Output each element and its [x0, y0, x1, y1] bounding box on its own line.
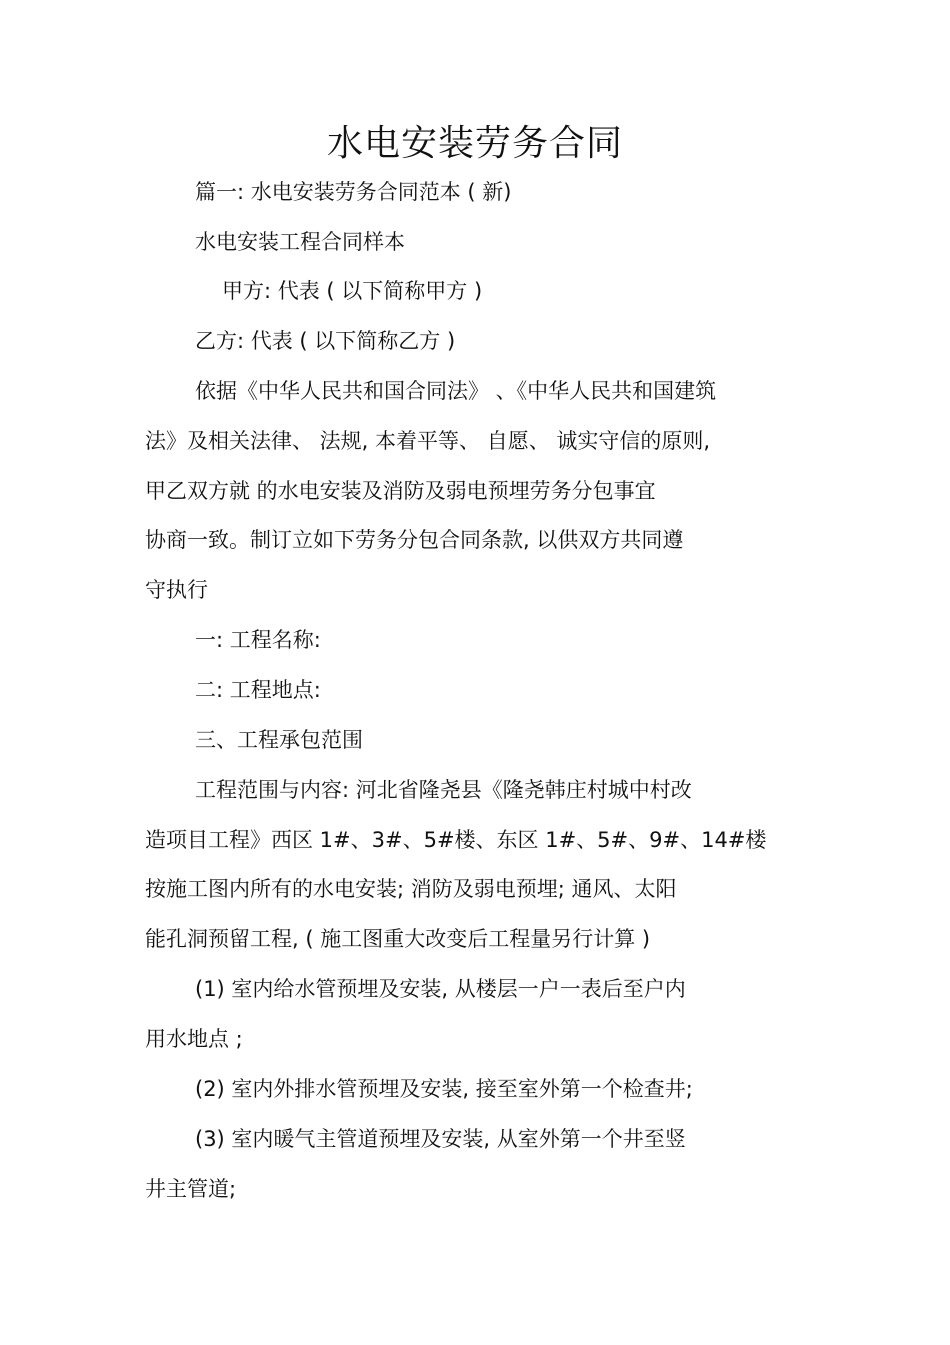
- document-title: 水电安装劳务合同: [326, 123, 623, 164]
- doc-line-paragraph: 工程范围与内容: 河北省隆尧县《隆尧韩庄村城中村改: [195, 778, 692, 802]
- doc-line-item-project-location: 二: 工程地点:: [195, 678, 321, 702]
- doc-line-subtitle: 水电安装工程合同样本: [195, 230, 405, 254]
- doc-line-list-item: (2) 室内外排水管预埋及安装, 接至室外第一个检查井;: [195, 1077, 693, 1101]
- doc-line-list-item: 用水地点 ;: [145, 1027, 243, 1051]
- doc-line-party-b: 乙方: 代表 ( 以下简称乙方 ): [195, 329, 456, 353]
- doc-line-list-item: (3) 室内暖气主管道预埋及安装, 从室外第一个井至竖: [195, 1127, 686, 1151]
- doc-line-list-item: 井主管道;: [145, 1177, 237, 1201]
- doc-line-paragraph: 守执行: [145, 578, 208, 602]
- doc-line-paragraph: 甲乙双方就 的水电安装及消防及弱电预埋劳务分包事宜: [145, 479, 656, 503]
- doc-line-paragraph: 依据《中华人民共和国合同法》 、《中华人民共和国建筑: [195, 379, 717, 403]
- doc-line-item-scope-heading: 三、工程承包范围: [195, 728, 363, 752]
- doc-line-paragraph: 法》及相关法律、 法规, 本着平等、 自愿、 诚实守信的原则,: [145, 429, 711, 453]
- doc-line-item-project-name: 一: 工程名称:: [195, 628, 321, 652]
- doc-line-party-a: 甲方: 代表 ( 以下简称甲方 ): [222, 279, 483, 303]
- doc-line-paragraph: 按施工图内所有的水电安装; 消防及弱电预埋; 通风、太阳: [145, 877, 677, 901]
- doc-line-paragraph: 协商一致。制订立如下劳务分包合同条款, 以供双方共同遵: [145, 528, 684, 552]
- doc-line-section-heading: 篇一: 水电安装劳务合同范本 ( 新): [195, 180, 512, 204]
- doc-line-paragraph: 能孔洞预留工程, ( 施工图重大改变后工程量另行计算 ): [145, 927, 651, 951]
- doc-line-list-item: (1) 室内给水管预埋及安装, 从楼层一户一表后至户内: [195, 977, 686, 1001]
- doc-line-paragraph: 造项目工程》西区 1#、3#、5#楼、东区 1#、5#、9#、14#楼: [145, 828, 767, 852]
